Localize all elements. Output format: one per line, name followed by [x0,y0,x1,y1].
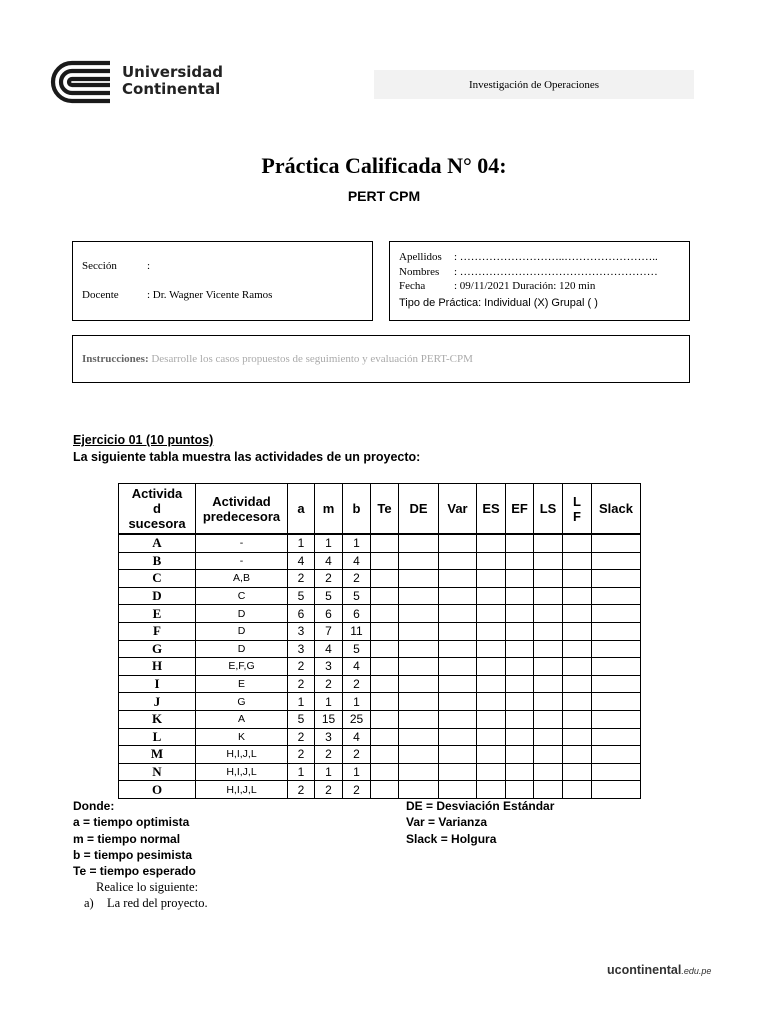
time-cell: 2 [288,675,315,693]
time-cell: 5 [315,587,343,605]
table-row [119,605,641,623]
empty-cell [371,640,399,658]
empty-cell [592,728,641,746]
column-header: Te [371,484,399,535]
empty-cell [371,622,399,640]
empty-cell [439,570,477,588]
page-title: Práctica Calificada N° 04: [261,153,507,178]
empty-cell [563,728,592,746]
empty-cell [477,605,506,623]
empty-cell [534,675,563,693]
column-header: b [343,484,371,535]
empty-cell [399,587,439,605]
empty-cell [371,710,399,728]
apellidos-label: Apellidos [399,251,442,263]
footer-domain: .edu.pe [681,966,712,976]
time-cell: 1 [288,693,315,711]
empty-cell [399,534,439,552]
empty-cell [534,640,563,658]
column-header: Activida d sucesora [119,484,196,535]
empty-cell [563,587,592,605]
footer-website [607,963,711,977]
empty-cell [592,781,641,799]
time-cell: 2 [288,781,315,799]
predecessor-cell: - [196,552,288,570]
activity-cell: D [119,587,196,605]
empty-cell [506,675,534,693]
time-cell: 2 [343,570,371,588]
empty-cell [439,622,477,640]
column-header: Actividad predecesora [196,484,288,535]
empty-cell [477,710,506,728]
practice-type: Tipo de Práctica: Individual (X) Grupal ( ) [399,297,598,309]
time-cell: 15 [315,710,343,728]
legend-item: Slack = Holgura [406,831,497,846]
column-header: LS [534,484,563,535]
activity-cell: B [119,552,196,570]
predecessor-cell: A,B [196,570,288,588]
empty-cell [534,781,563,799]
time-cell: 2 [343,781,371,799]
task-item-marker: a) [84,896,94,910]
empty-cell [592,675,641,693]
predecessor-cell: H,I,J,L [196,781,288,799]
seccion-label: Sección [82,260,117,272]
instructions-box [72,335,690,383]
activity-cell: I [119,675,196,693]
time-cell: 2 [315,781,343,799]
university-logo [50,60,112,104]
time-cell: 1 [315,763,343,781]
exercise-title: Ejercicio 01 (10 puntos) [73,433,214,447]
activity-cell: A [119,534,196,552]
empty-cell [439,587,477,605]
predecessor-cell: H,I,J,L [196,746,288,764]
table-row [119,763,641,781]
empty-cell [506,693,534,711]
column-header: ES [477,484,506,535]
empty-cell [534,728,563,746]
empty-cell [534,746,563,764]
time-cell: 2 [288,746,315,764]
empty-cell [371,763,399,781]
empty-cell [371,552,399,570]
predecessor-cell: - [196,534,288,552]
time-cell: 5 [343,587,371,605]
empty-cell [563,658,592,676]
table-row [119,658,641,676]
activity-cell: H [119,658,196,676]
predecessor-cell: D [196,622,288,640]
empty-cell [592,587,641,605]
empty-cell [534,710,563,728]
empty-cell [477,552,506,570]
column-header: EF [506,484,534,535]
time-cell: 3 [315,658,343,676]
empty-cell [534,763,563,781]
course-name: Investigación de Operaciones [374,70,694,99]
university-name-line2: Continental [122,80,221,98]
activity-cell: E [119,605,196,623]
empty-cell [563,605,592,623]
predecessor-cell: A [196,710,288,728]
column-header: Slack [592,484,641,535]
predecessor-cell: D [196,640,288,658]
column-header: DE [399,484,439,535]
predecessor-cell: G [196,693,288,711]
instructions-label: Instrucciones: [82,353,149,365]
empty-cell [439,640,477,658]
empty-cell [439,693,477,711]
time-cell: 5 [288,710,315,728]
empty-cell [439,675,477,693]
time-cell: 1 [288,763,315,781]
time-cell: 4 [343,728,371,746]
time-cell: 1 [343,763,371,781]
legend-item: b = tiempo pesimista [73,847,193,862]
empty-cell [371,728,399,746]
time-cell: 6 [288,605,315,623]
empty-cell [563,570,592,588]
time-cell: 4 [315,552,343,570]
empty-cell [371,605,399,623]
empty-cell [439,746,477,764]
empty-cell [563,710,592,728]
table-row [119,781,641,799]
empty-cell [477,746,506,764]
empty-cell [439,710,477,728]
time-cell: 6 [315,605,343,623]
empty-cell [439,763,477,781]
column-header: L F [563,484,592,535]
time-cell: 4 [343,658,371,676]
empty-cell [592,693,641,711]
predecessor-cell: D [196,605,288,623]
empty-cell [371,658,399,676]
empty-cell [399,640,439,658]
pert-table [118,483,641,799]
empty-cell [477,587,506,605]
empty-cell [371,570,399,588]
time-cell: 1 [343,693,371,711]
table-row [119,534,641,552]
legend-right [406,798,554,847]
time-cell: 3 [288,640,315,658]
nombres-value: : ……………………………………………… [454,266,658,278]
empty-cell [477,781,506,799]
table-row [119,675,641,693]
task-intro: Realice lo siguiente: [96,880,199,894]
empty-cell [477,763,506,781]
time-cell: 4 [343,552,371,570]
empty-cell [506,622,534,640]
empty-cell [592,763,641,781]
empty-cell [399,746,439,764]
university-name-line1: Universidad [122,63,224,81]
empty-cell [534,534,563,552]
table-header-row [119,484,641,535]
time-cell: 7 [315,622,343,640]
time-cell: 1 [315,534,343,552]
time-cell: 2 [315,746,343,764]
empty-cell [592,658,641,676]
task-item-a [84,895,208,911]
empty-cell [399,675,439,693]
activity-cell: G [119,640,196,658]
empty-cell [399,622,439,640]
empty-cell [563,763,592,781]
activity-cell: O [119,781,196,799]
empty-cell [506,587,534,605]
empty-cell [439,728,477,746]
university-name [122,64,223,98]
empty-cell [399,658,439,676]
empty-cell [563,552,592,570]
empty-cell [477,570,506,588]
column-header: m [315,484,343,535]
time-cell: 4 [288,552,315,570]
empty-cell [439,605,477,623]
table-row [119,622,641,640]
empty-cell [439,534,477,552]
empty-cell [506,570,534,588]
docente-label: Docente [82,289,119,301]
empty-cell [563,675,592,693]
empty-cell [592,605,641,623]
predecessor-cell: E,F,G [196,658,288,676]
table-row [119,570,641,588]
student-info-box [389,241,690,321]
activity-cell: N [119,763,196,781]
predecessor-cell: K [196,728,288,746]
activity-cell: F [119,622,196,640]
empty-cell [563,746,592,764]
time-cell: 3 [315,728,343,746]
empty-cell [477,728,506,746]
time-cell: 2 [288,728,315,746]
legend-item: a = tiempo optimista [73,815,190,830]
instructions [82,353,473,365]
table-row [119,728,641,746]
empty-cell [534,658,563,676]
legend-item: Te = tiempo esperado [73,864,196,879]
page-subtitle: PERT CPM [347,188,421,204]
task-item-text: La red del proyecto. [107,896,208,910]
table-row [119,710,641,728]
time-cell: 1 [315,693,343,711]
legend-item: m = tiempo normal [73,831,181,846]
empty-cell [477,693,506,711]
empty-cell [399,552,439,570]
column-header: Var [439,484,477,535]
table-row [119,693,641,711]
empty-cell [506,658,534,676]
empty-cell [371,746,399,764]
empty-cell [439,658,477,676]
empty-cell [399,763,439,781]
empty-cell [506,728,534,746]
empty-cell [592,710,641,728]
table-body [119,534,641,798]
footer-brand: ucontinental [607,963,682,977]
empty-cell [534,552,563,570]
empty-cell [506,552,534,570]
empty-cell [563,640,592,658]
instructions-text: Desarrolle los casos propuestos de seguimiento y evaluación PERT-CPM [148,353,473,365]
empty-cell [506,605,534,623]
empty-cell [592,640,641,658]
time-cell: 11 [343,622,371,640]
time-cell: 5 [288,587,315,605]
docente-value: : Dr. Wagner Vicente Ramos [147,289,273,301]
empty-cell [399,570,439,588]
task-list [84,879,208,911]
empty-cell [563,622,592,640]
fecha-label: Fecha [399,280,426,292]
empty-cell [506,710,534,728]
empty-cell [563,534,592,552]
empty-cell [534,693,563,711]
empty-cell [477,534,506,552]
table-row [119,746,641,764]
time-cell: 2 [288,658,315,676]
activity-cell: K [119,710,196,728]
empty-cell [563,693,592,711]
empty-cell [592,622,641,640]
table-row [119,587,641,605]
apellidos-value: : ………………………..…………………….. [454,251,658,263]
time-cell: 2 [288,570,315,588]
empty-cell [399,728,439,746]
activity-cell: J [119,693,196,711]
empty-cell [506,763,534,781]
legend-item: DE = Desviación Estándar [406,799,555,813]
time-cell: 2 [343,746,371,764]
predecessor-cell: C [196,587,288,605]
empty-cell [592,746,641,764]
time-cell: 6 [343,605,371,623]
table-row [119,640,641,658]
time-cell: 1 [288,534,315,552]
empty-cell [477,640,506,658]
empty-cell [534,587,563,605]
time-cell: 2 [315,675,343,693]
empty-cell [506,746,534,764]
seccion-value: : [147,260,151,272]
legend-item: Donde: [73,799,115,813]
empty-cell [439,781,477,799]
empty-cell [506,534,534,552]
activity-cell: L [119,728,196,746]
time-cell: 2 [315,570,343,588]
time-cell: 4 [315,640,343,658]
empty-cell [534,570,563,588]
empty-cell [477,675,506,693]
empty-cell [371,587,399,605]
legend-item: Var = Varianza [406,815,488,830]
empty-cell [592,534,641,552]
empty-cell [399,605,439,623]
empty-cell [399,710,439,728]
legend-left [73,798,196,879]
empty-cell [371,675,399,693]
nombres-label: Nombres [399,266,440,278]
section-info-box [72,241,373,321]
empty-cell [399,693,439,711]
empty-cell [534,622,563,640]
fecha-value: : 09/11/2021 Duración: 120 min [454,280,596,292]
predecessor-cell: E [196,675,288,693]
time-cell: 5 [343,640,371,658]
empty-cell [563,781,592,799]
time-cell: 2 [343,675,371,693]
time-cell: 25 [343,710,371,728]
column-header: a [288,484,315,535]
empty-cell [371,781,399,799]
empty-cell [592,570,641,588]
table-row [119,552,641,570]
empty-cell [371,693,399,711]
activity-cell: C [119,570,196,588]
empty-cell [506,640,534,658]
time-cell: 3 [288,622,315,640]
empty-cell [477,658,506,676]
empty-cell [592,552,641,570]
predecessor-cell: H,I,J,L [196,763,288,781]
empty-cell [371,534,399,552]
activity-cell: M [119,746,196,764]
time-cell: 1 [343,534,371,552]
empty-cell [534,605,563,623]
empty-cell [399,781,439,799]
empty-cell [477,622,506,640]
empty-cell [439,552,477,570]
exercise-description: La siguiente tabla muestra las actividades de un proyecto: [73,450,421,464]
empty-cell [506,781,534,799]
